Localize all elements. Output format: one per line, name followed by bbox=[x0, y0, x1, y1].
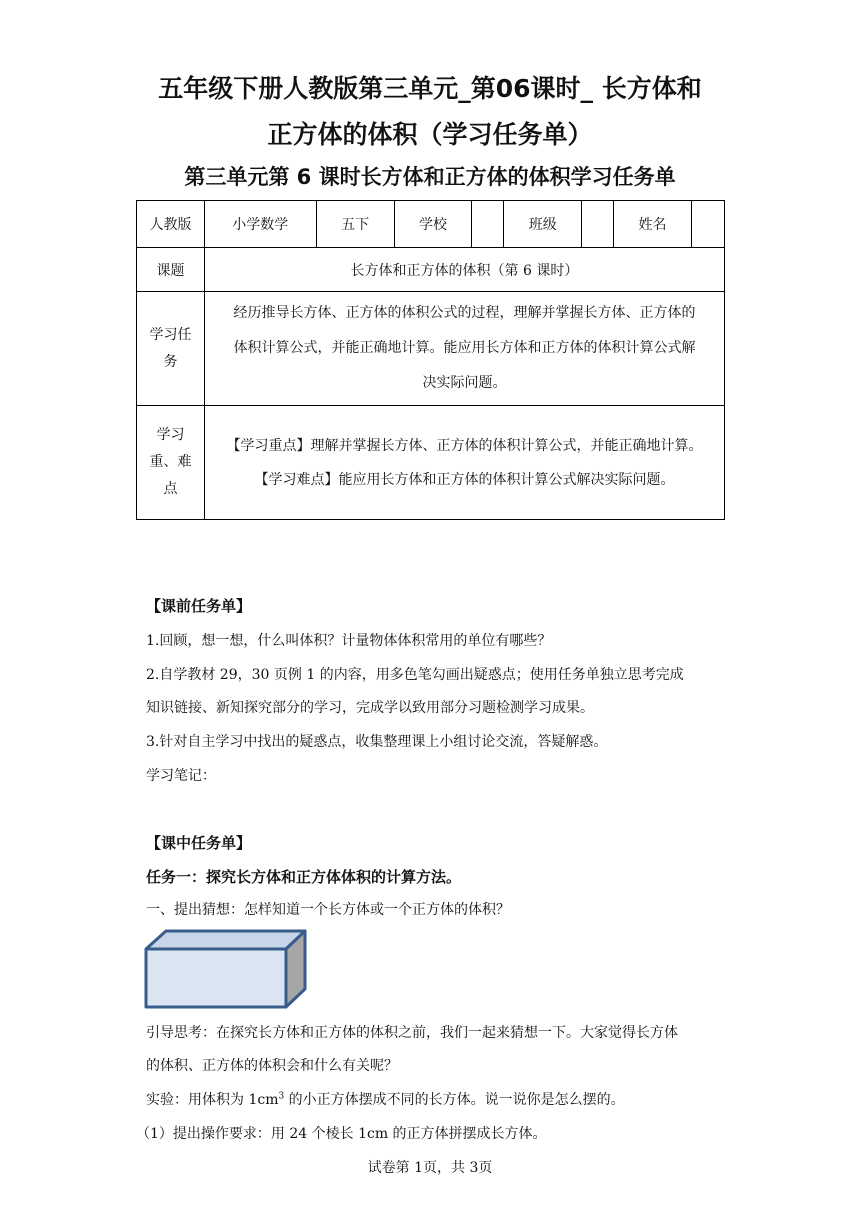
cuboid-top-face bbox=[146, 931, 305, 949]
table-row-header bbox=[137, 201, 725, 248]
table-row-task bbox=[137, 292, 725, 406]
pre-class-item-2-line-1: 2.自学教材 29，30 页例 1 的内容，用多色笔勾画出疑惑点；使用任务单独立思考完成 bbox=[146, 667, 684, 683]
pre-class-item-3: 3.针对自主学习中找出的疑惑点，收集整理课上小组讨论交流，答疑解惑。 bbox=[146, 734, 608, 750]
cell-name-label: 姓名 bbox=[614, 201, 692, 248]
guess-prompt: 一、提出猜想：怎样知道一个长方体或一个正方体的体积？ bbox=[146, 902, 510, 918]
study-notes-label: 学习笔记： bbox=[146, 768, 216, 784]
cell-school-value[interactable] bbox=[472, 201, 504, 248]
title-line-1: 五年级下册人教版第三单元_第06课时_ 长方体和 bbox=[158, 74, 702, 103]
document-subtitle: 第三单元第 6 课时长方体和正方体的体积学习任务单 bbox=[184, 165, 676, 189]
cuboid-front-face bbox=[146, 949, 286, 1007]
title-line-2: 正方体的体积（学习任务单） bbox=[267, 120, 593, 149]
operation-step-1: （1）提出操作要求：用 24 个棱长 1cm 的正方体拼摆成长方体。 bbox=[136, 1126, 547, 1142]
experiment-text: 实验：用体积为 $1cm^3$ 的小正方体摆成不同的长方体。说一说你是怎么摆的。 bbox=[146, 1091, 625, 1108]
pre-class-item-2-line-2: 知识链接、新知探究部分的学习，完成学以致用部分习题检测学习成果。 bbox=[146, 700, 594, 716]
topic-label: 课题 bbox=[137, 248, 205, 292]
table-row-key-points bbox=[137, 406, 725, 520]
task-text: 经历推导长方体、正方体的体积公式的过程，理解并掌握长方体、正方体的 体积计算公式，并能正确地计算。能应用长方体和正方体的体积计算公式解 决实际问题。 bbox=[204, 292, 724, 406]
in-class-heading: 【课中任务单】 bbox=[146, 834, 252, 852]
cell-name-value[interactable] bbox=[691, 201, 724, 248]
key-points-text bbox=[204, 406, 724, 520]
cell-grade: 五下 bbox=[316, 201, 394, 248]
page-footer: 试卷第 1页，共 3页 bbox=[367, 1160, 493, 1176]
pre-class-item-1: 1.回顾，想一想，什么叫体积？计量物体体积常用的单位有哪些？ bbox=[146, 633, 552, 649]
cuboid-figure bbox=[143, 929, 309, 1011]
difficult-point: 【学习难点】能应用长方体和正方体的体积计算公式解决实际问题。 bbox=[254, 471, 675, 488]
topic-value: 长方体和正方体的体积（第 6 课时） bbox=[204, 248, 724, 292]
table-row-topic bbox=[137, 248, 725, 292]
guide-line-1: 引导思考：在探究长方体和正方体的体积之前，我们一起来猜想一下。大家觉得长方体 bbox=[146, 1025, 678, 1041]
cell-school-label: 学校 bbox=[394, 201, 472, 248]
document-title bbox=[100, 66, 760, 158]
cell-publisher: 人教版 bbox=[137, 201, 205, 248]
cell-class-value[interactable] bbox=[582, 201, 614, 248]
key-points-label: 学习 重、难 点 bbox=[137, 406, 205, 520]
guide-line-2: 的体积、正方体的体积会和什么有关呢？ bbox=[146, 1058, 398, 1074]
task-1-heading: 任务一：探究长方体和正方体体积的计算方法。 bbox=[146, 868, 462, 886]
cell-class-label: 班级 bbox=[504, 201, 582, 248]
info-table bbox=[136, 200, 725, 520]
pre-class-heading: 【课前任务单】 bbox=[146, 597, 252, 615]
task-label: 学习任 务 bbox=[137, 292, 205, 406]
key-point: 【学习重点】理解并掌握长方体、正方体的体积计算公式，并能正确地计算。 bbox=[226, 437, 703, 454]
cell-subject: 小学数学 bbox=[204, 201, 316, 248]
